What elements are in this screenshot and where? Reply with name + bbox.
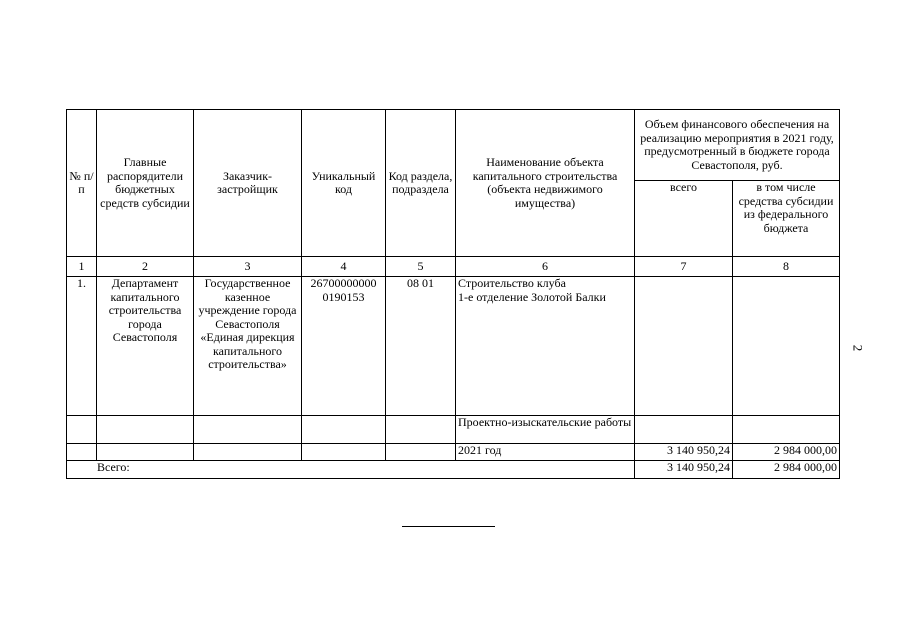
empty-cell [635,416,733,444]
empty-cell [97,416,194,444]
header-num: № п/п [67,110,97,257]
total-label: Всего: [67,461,635,479]
header-object-name: Наименование объекта капитального строительства (объекта недвижимого имущества) [456,110,635,257]
column-number: 8 [733,257,840,277]
column-number: 1 [67,257,97,277]
signature-divider [402,526,495,527]
header-main-distributors: Главные распорядители бюджетных средств субсидии [97,110,194,257]
header-unique-code: Уникальный код [302,110,386,257]
total-federal: 2 984 000,00 [733,461,840,479]
column-number: 7 [635,257,733,277]
header-section-code: Код раздела, подраздела [386,110,456,257]
subrow-works: Проектно-изыскательские работы [456,416,635,444]
row-federal-empty [733,277,840,416]
column-number: 4 [302,257,386,277]
empty-cell [67,416,97,444]
empty-cell [97,444,194,461]
empty-cell [386,416,456,444]
object-name-line2: 1-е отделение Золотой Балки [458,289,606,304]
column-number: 2 [97,257,194,277]
row-unique-code: 26700000000 0190153 [302,277,386,416]
page-number: 2 [850,344,866,352]
empty-cell [194,416,302,444]
subrow-year: 2021 год [456,444,635,461]
header-funding-group: Объем финансового обеспечения на реализацию мероприятия в 2021 году, предусмотренный в бюджете города Севастополя, руб. [635,110,840,181]
empty-cell [386,444,456,461]
row-section-code: 08 01 [386,277,456,416]
subrow-year-federal: 2 984 000,00 [733,444,840,461]
column-number: 6 [456,257,635,277]
empty-cell [302,416,386,444]
empty-cell [67,444,97,461]
row-total-empty [635,277,733,416]
row-object-name [456,277,635,416]
header-customer: Заказчик-застройщик [194,110,302,257]
row-customer: Государственное казенное учреждение города Севастополя «Единая дирекция капитального строительства» [194,277,302,416]
empty-cell [733,416,840,444]
header-total: всего [635,181,733,257]
row-num: 1. [67,277,97,416]
empty-cell [194,444,302,461]
row-distributor: Департамент капитального строительства города Севастополя [97,277,194,416]
column-number: 5 [386,257,456,277]
object-name-line1: Строительство клуба [458,276,566,290]
header-federal: в том числе средства субсидии из федерального бюджета [733,181,840,257]
funding-table [66,109,840,479]
column-number: 3 [194,257,302,277]
total-total: 3 140 950,24 [635,461,733,479]
empty-cell [302,444,386,461]
subrow-year-total: 3 140 950,24 [635,444,733,461]
